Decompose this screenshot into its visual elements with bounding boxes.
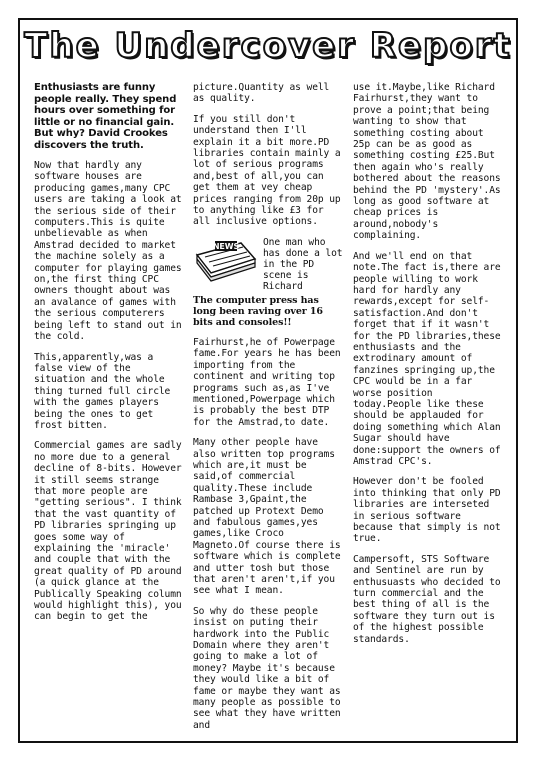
page-border xyxy=(18,18,518,743)
col2-paragraph-3: Fairhurst,he of Powerpage fame.For years he has been importing from the continent and writing top programs such as,as I've mentioned,Powerpage which is probably the best DTP for the Amstrad,to date. xyxy=(193,336,341,428)
intro-paragraph: Enthusiasts are funny people really. They spend hours over something for little or no financial gain. But why? David Crookes discovers the truth. xyxy=(34,82,177,151)
page-title: The Undercover Report xyxy=(24,26,512,66)
col2-paragraph-5: So why do these people insist on puting their hardwork into the Public Domain where they aren't going to make a lot of money? Maybe it's because they would like a bit of fame or maybe they want as many people as possible to see what they have written and xyxy=(193,605,341,731)
figure-side-text: One man who has done a lot in the PD scene is Richard xyxy=(263,236,343,292)
newspaper-stack-illustration xyxy=(193,237,257,283)
col1-paragraph-1: Now that hardly any software houses are producing games,many CPC users are taking a look at the serious side of their computers.This is quite unbelievable as when Amstrad decided to market the machine solely as a computer for playing games on,the first thing CPC owners thought about was an avalance of games with the serious computerers being left to stand out in the cold. xyxy=(34,160,182,343)
column-1 xyxy=(34,82,184,632)
column-3 xyxy=(353,82,505,654)
col2-paragraph-2: If you still don't understand then I'll explain it a bit more.PD libraries contain mainly a lot of serious programs and,best of all,you can get them at vey cheap prices ranging from 20p up to anything like £3 for all inclusive options. xyxy=(193,113,341,228)
col3-paragraph-2: And we'll end on that note.The fact is,there are people willing to work hard for hardly any rewards,except for self-satisfaction.And don't forget that if it wasn't for the PD libraries,these enthusiasts and the extrodinary amount of fanzines springing up,the CPC would be in a far worse position today.People like these should be applauded for doing something which Alan Sugar should have done:support the owners of Amstrad CPC's. xyxy=(353,250,501,467)
col1-paragraph-2: This,apparently,was a false view of the situation and the whole thing turned full circle with the games players being the ones to get frost bitten. xyxy=(34,351,171,431)
svg-text:NEWS: NEWS xyxy=(212,241,240,251)
col3-paragraph-3: However don't be fooled into thinking that only PD libraries are interseted in serious software because that simply is not true. xyxy=(353,476,501,545)
col2-paragraph-1: picture.Quantity as well as quality. xyxy=(193,82,330,105)
col1-paragraph-3: Commercial games are sadly no more due to a general decline of 8-bits. However it still seems strange that more people are "getting serious". I think that the vast quantity of PD libraries springing up goes some way of explaining the 'miracle' and couple that with the great quality of PD around (a quick glance at the Publically Speaking column would highlight this), you can begin to get the xyxy=(34,440,182,623)
news-figure xyxy=(193,236,343,292)
col3-paragraph-1: use it.Maybe,like Richard Fairhurst,they want to prove a point;that being wanting to show that something costing about 25p can be as good as something costing £25.But then again who's really bothered about the reasons behind the PD 'mystery'.As long as good software at cheap prices is around,nobody's complaining. xyxy=(353,82,501,242)
image-caption: The computer press has long been raving over 16 bits and consoles!! xyxy=(193,294,323,328)
col3-paragraph-4: Campersoft, STS Software and Sentinel are run by enthusuasts who decided to turn commercial and the best thing of all is the software they turn out is of the highest possible standards. xyxy=(353,553,501,645)
column-2 xyxy=(193,82,343,740)
col2-paragraph-4: Many other people have also written top programs which are,it must be said,of commercial quality.These include Rambase 3,Gpaint,the patched up Protext Demo and fabulous games,yes games,like Croco Magneto.Of course there is software which is complete and utter tosh but those that aren't aren't,if you see what I mean. xyxy=(193,437,341,597)
